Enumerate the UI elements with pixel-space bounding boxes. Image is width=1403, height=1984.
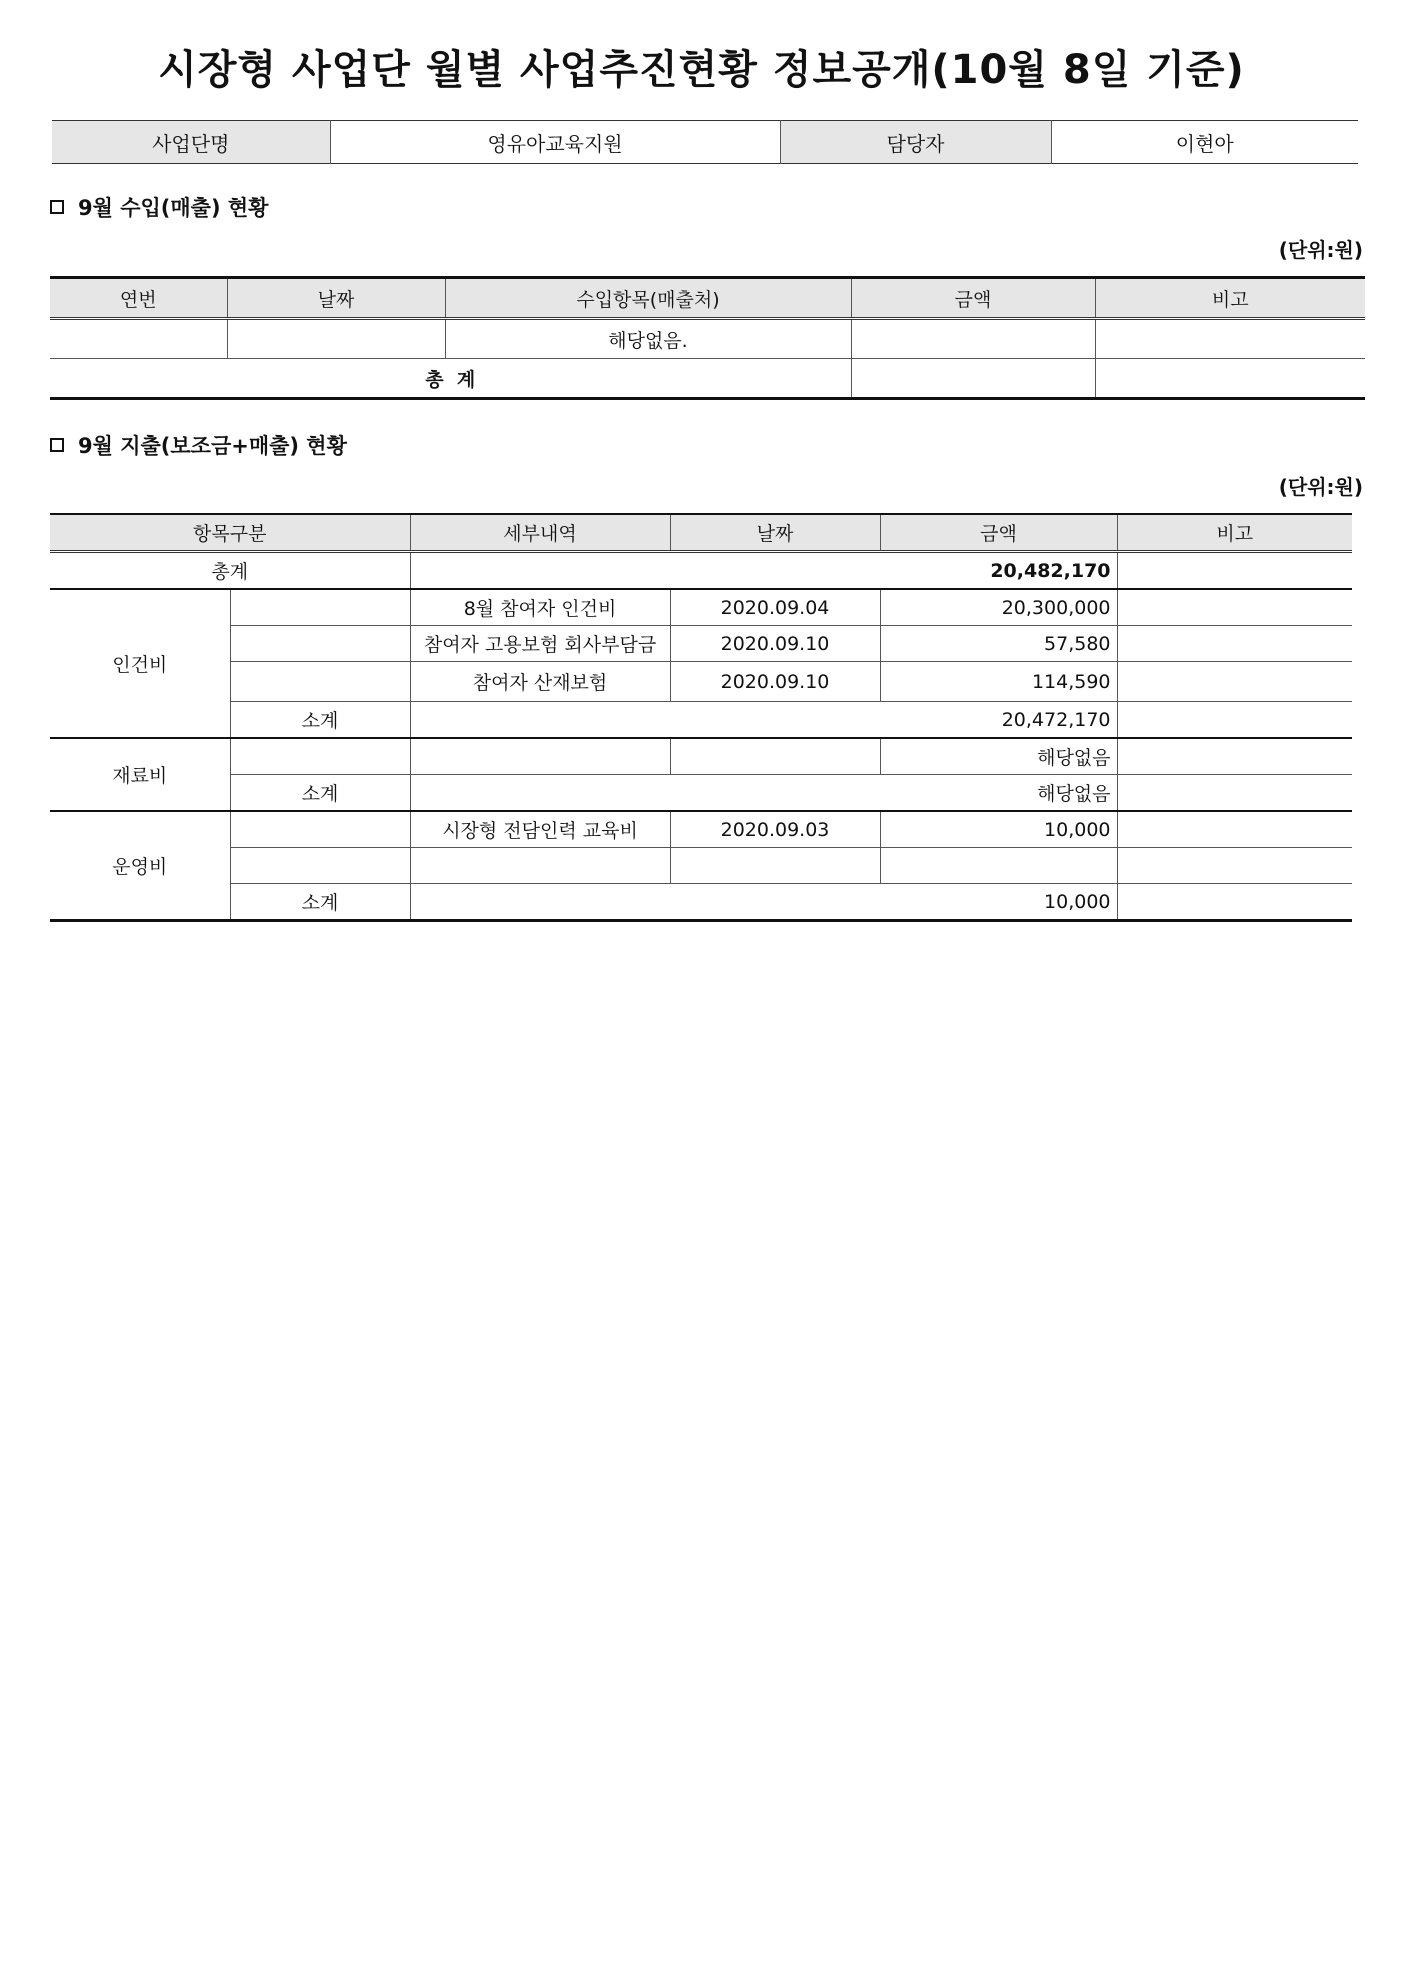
- project-info-table: [52, 120, 1358, 164]
- table-row: [50, 848, 1352, 884]
- income-header-amount: 금액: [851, 278, 1095, 319]
- table-row: [50, 662, 1352, 702]
- expense-unit-label: (단위:원): [1278, 475, 1363, 499]
- expense-section-heading: [50, 430, 347, 460]
- grand-total-value: 20,482,170: [410, 552, 1117, 590]
- expense-amount: 20,300,000: [880, 589, 1117, 626]
- expense-detail: 참여자 고용보험 회사부담금: [410, 626, 670, 662]
- income-header-row: [50, 278, 1365, 319]
- page-title: 시장형 사업단 월별 사업추진현황 정보공개(10월 8일 기준): [158, 47, 1245, 93]
- expense-date: 2020.09.10: [670, 662, 880, 702]
- operating-subtotal-value: 10,000: [410, 884, 1117, 921]
- expense-date: 2020.09.04: [670, 589, 880, 626]
- table-row: [50, 589, 1352, 626]
- income-header-no: 연번: [50, 278, 227, 319]
- expense-amount: 114,590: [880, 662, 1117, 702]
- labor-subtotal-value: 20,472,170: [410, 702, 1117, 739]
- expense-table: [50, 513, 1352, 922]
- expense-header-detail: 세부내역: [410, 514, 670, 552]
- expense-header-row: [50, 514, 1352, 552]
- expense-heading-text: 9월 지출(보조금+매출) 현황: [78, 434, 347, 458]
- table-row: [50, 811, 1352, 848]
- operating-subtotal-label: 소계: [230, 884, 410, 921]
- labor-subtotal-row: [50, 702, 1352, 739]
- table-row: [50, 626, 1352, 662]
- expense-amount: 57,580: [880, 626, 1117, 662]
- labor-category-label: 인건비: [50, 589, 230, 738]
- material-amount: 해당없음: [880, 738, 1117, 775]
- checkbox-square-icon: [50, 438, 64, 452]
- manager-value: 이현아: [1051, 121, 1358, 164]
- income-unit-label: (단위:원): [1278, 238, 1363, 262]
- expense-date: 2020.09.10: [670, 626, 880, 662]
- income-table: [50, 276, 1365, 400]
- expense-header-date: 날짜: [670, 514, 880, 552]
- operating-subtotal-row: [50, 884, 1352, 921]
- expense-detail: 8월 참여자 인건비: [410, 589, 670, 626]
- expense-date: 2020.09.03: [670, 811, 880, 848]
- labor-subtotal-label: 소계: [230, 702, 410, 739]
- project-name-label: 사업단명: [52, 121, 330, 164]
- grand-total-label: 총계: [50, 552, 410, 590]
- material-subtotal-label: 소계: [230, 775, 410, 812]
- income-section-heading: [50, 192, 268, 222]
- material-category-label: 재료비: [50, 738, 230, 811]
- expense-header-note: 비고: [1117, 514, 1352, 552]
- income-header-date: 날짜: [227, 278, 445, 319]
- income-heading-text: 9월 수입(매출) 현황: [78, 196, 269, 220]
- manager-label: 담당자: [780, 121, 1051, 164]
- expense-amount: 10,000: [880, 811, 1117, 848]
- checkbox-square-icon: [50, 200, 64, 214]
- material-subtotal-row: [50, 775, 1352, 812]
- expense-detail: 참여자 산재보험: [410, 662, 670, 702]
- expense-grand-total-row: [50, 552, 1352, 590]
- income-item-cell: 해당없음.: [445, 319, 851, 359]
- table-row: [50, 319, 1365, 359]
- material-subtotal-value: 해당없음: [410, 775, 1117, 812]
- income-header-item: 수입항목(매출처): [445, 278, 851, 319]
- expense-header-amount: 금액: [880, 514, 1117, 552]
- income-total-row: [50, 359, 1365, 399]
- project-name-value: 영유아교육지원: [330, 121, 780, 164]
- expense-header-category: 항목구분: [50, 514, 410, 552]
- income-total-label: 총 계: [50, 359, 851, 399]
- operating-category-label: 운영비: [50, 811, 230, 921]
- table-row: [50, 738, 1352, 775]
- income-header-note: 비고: [1095, 278, 1365, 319]
- expense-detail: 시장형 전담인력 교육비: [410, 811, 670, 848]
